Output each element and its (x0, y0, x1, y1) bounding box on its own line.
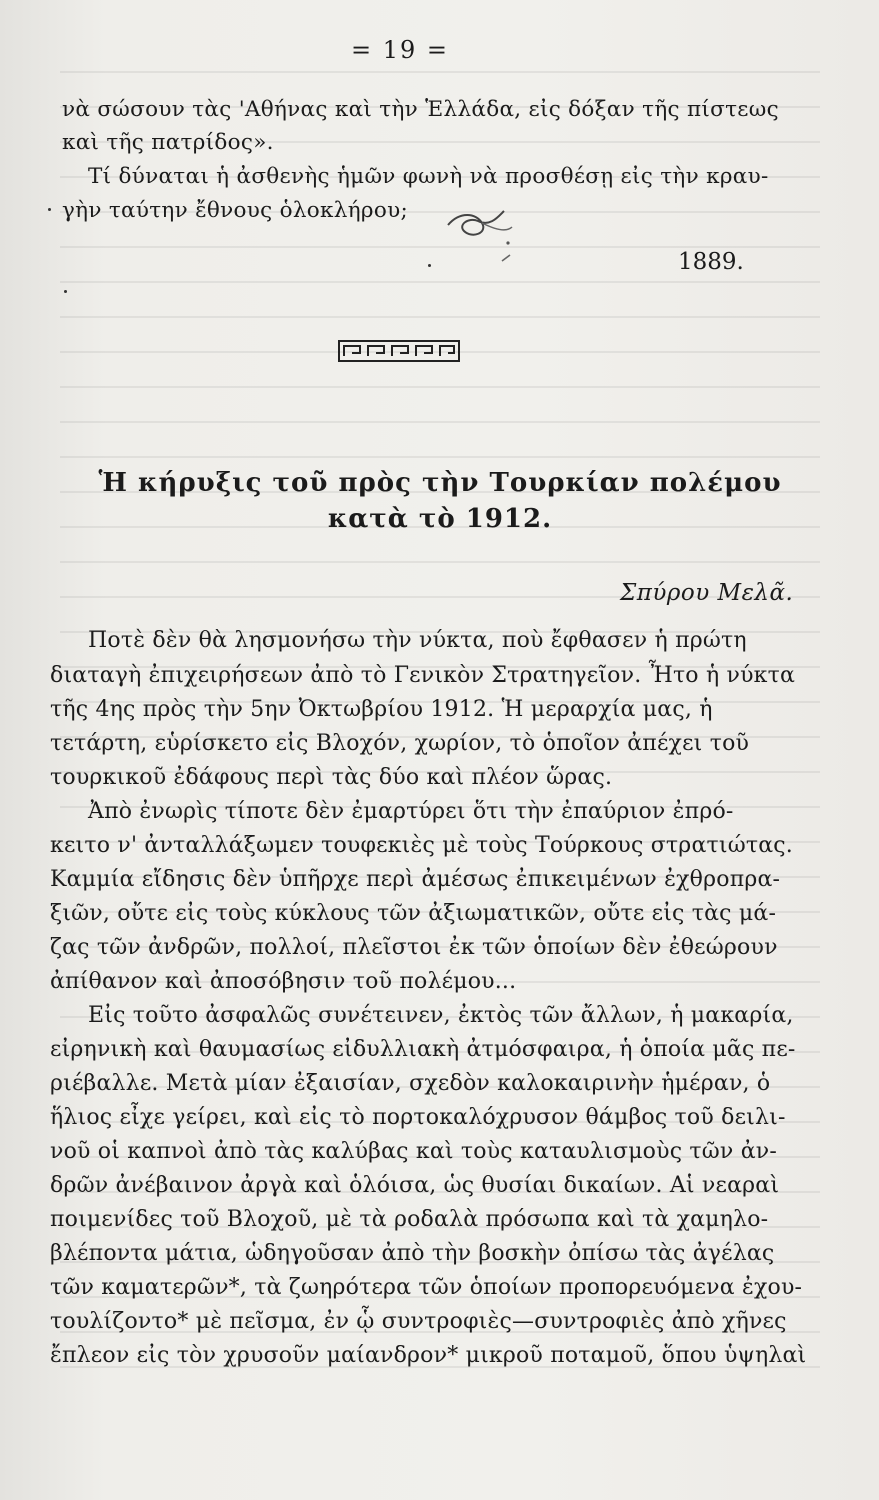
body-line: εἰρηνικὴ καὶ θαυμασίως εἰδυλλιακὴ ἀτμόσφαιρα, ἡ ὁποία μᾶς πε- (50, 1037, 796, 1062)
body-line: Εἰς τοῦτο ἀσφαλῶς συνέτεινεν, ἐκτὸς τῶν ἄλλων, ἡ μακαρία, (88, 1003, 794, 1028)
body-line: τουρκικοῦ ἐδάφους περὶ τὰς δύο καὶ πλέον ὥρας. (50, 765, 613, 790)
intro-line-4: γὴν ταύτην ἔθνους ὁλοκλήρου; (62, 198, 408, 223)
body-line: Ἀπὸ ἐνωρὶς τίποτε δὲν ἐμαρτύρει ὅτι τὴν ἐπαύριον ἐπρό- (88, 799, 734, 824)
body-line: ριέβαλλε. Μετὰ μίαν ἐξαισίαν, σχεδὸν καλοκαιρινὴν ἡμέραν, ὁ (50, 1071, 771, 1096)
article-title-line-1: Ἡ κήρυξις τοῦ πρὸς τὴν Τουρκίαν πολέμου (98, 468, 782, 498)
intro-line-1: νὰ σώσουν τὰς 'Αθήνας καὶ τὴν Ἑλλάδα, εἰς δόξαν τῆς πίστεως (62, 97, 779, 122)
body-line: δρῶν ἀνέβαινον ἀργὰ καὶ ὁλόισα, ὡς θυσίαι δικαίων. Αἱ νεαραὶ (50, 1173, 780, 1198)
body-line: βλέποντα μάτια, ὡδηγοῦσαν ἀπὸ τὴν βοσκὴν ὀπίσω τὰς ἀγέλας (50, 1241, 775, 1266)
body-line: ἀπίθανον καὶ ἀποσόβησιν τοῦ πολέμου... (50, 969, 517, 994)
flourish-ornament-icon (442, 203, 522, 273)
print-speck (64, 290, 67, 293)
greek-key-ornament-icon (338, 338, 460, 364)
body-line: Καμμία εἴδησις δὲν ὑπῆρχε περὶ ἀμέσως ἐπικειμένων ἐχθροπρα- (50, 867, 781, 892)
body-line: τουλίζοντο* μὲ πεῖσμα, ἐν ᾧ συντροφιὲς—συντροφιὲς ἀπὸ χῆνες (50, 1309, 787, 1334)
body-line: κειτο ν' ἀνταλλάξωμεν τουφεκιὲς μὲ τοὺς Τούρκους στρατιώτας. (50, 833, 793, 858)
body-line: ποιμενίδες τοῦ Βλοχοῦ, μὲ τὰ ροδαλὰ πρόσωπα καὶ τὰ χαμηλο- (50, 1207, 769, 1232)
body-line: Ποτὲ δὲν θὰ λησμονήσω τὴν νύκτα, ποὺ ἔφθασεν ἡ πρώτη (88, 628, 747, 653)
body-line: νοῦ οἱ καπνοὶ ἀπὸ τὰς καλύβας καὶ τοὺς καταυλισμοὺς τῶν ἀν- (50, 1139, 777, 1164)
body-line: τετάρτη, εὑρίσκετο εἰς Βλοχόν, χωρίον, τὸ ὁποῖον ἀπέχει τοῦ (50, 731, 750, 756)
body-line: ξιῶν, οὔτε εἰς τοὺς κύκλους τῶν ἀξιωματικῶν, οὔτε εἰς τὰς μά- (50, 901, 777, 926)
print-speck (48, 208, 51, 211)
year-label: 1889. (678, 249, 744, 275)
body-line: διαταγὴ ἐπιχειρήσεων ἀπὸ τὸ Γενικὸν Στρατηγεῖον. Ἦτο ἡ νύκτα (50, 663, 796, 688)
body-line: ἔπλεον εἰς τὸν χρυσοῦν μαίανδρον* μικροῦ ποταμοῦ, ὅπου ὑψηλαὶ (50, 1343, 807, 1368)
body-line: ζας τῶν ἀνδρῶν, πολλοί, πλεῖστοι ἐκ τῶν ὁποίων δὲν ἐθεώρουν (50, 935, 778, 960)
print-speck (428, 264, 431, 267)
article-title-line-2: κατὰ τὸ 1912. (327, 504, 553, 534)
body-line: τῆς 4ης πρὸς τὴν 5ην Ὀκτωβρίου 1912. Ἡ μεραρχία μας, ἡ (50, 697, 713, 722)
author-byline: Σπύρου Μελᾶ. (620, 580, 794, 606)
body-line: τῶν καματερῶν*, τὰ ζωηρότερα τῶν ὁποίων προπορευόμενα ἐχου- (50, 1275, 803, 1300)
body-line: ἥλιος εἶχε γείρει, καὶ εἰς τὸ πορτοκαλόχρυσον θάμβος τοῦ δειλι- (50, 1105, 786, 1130)
intro-line-3: Τί δύναται ἡ ἀσθενὴς ἡμῶν φωνὴ νὰ προσθέσῃ εἰς τὴν κραυ- (88, 164, 769, 189)
page-number: = 19 = (350, 36, 449, 64)
intro-line-2: καὶ τῆς πατρίδος». (62, 130, 274, 155)
